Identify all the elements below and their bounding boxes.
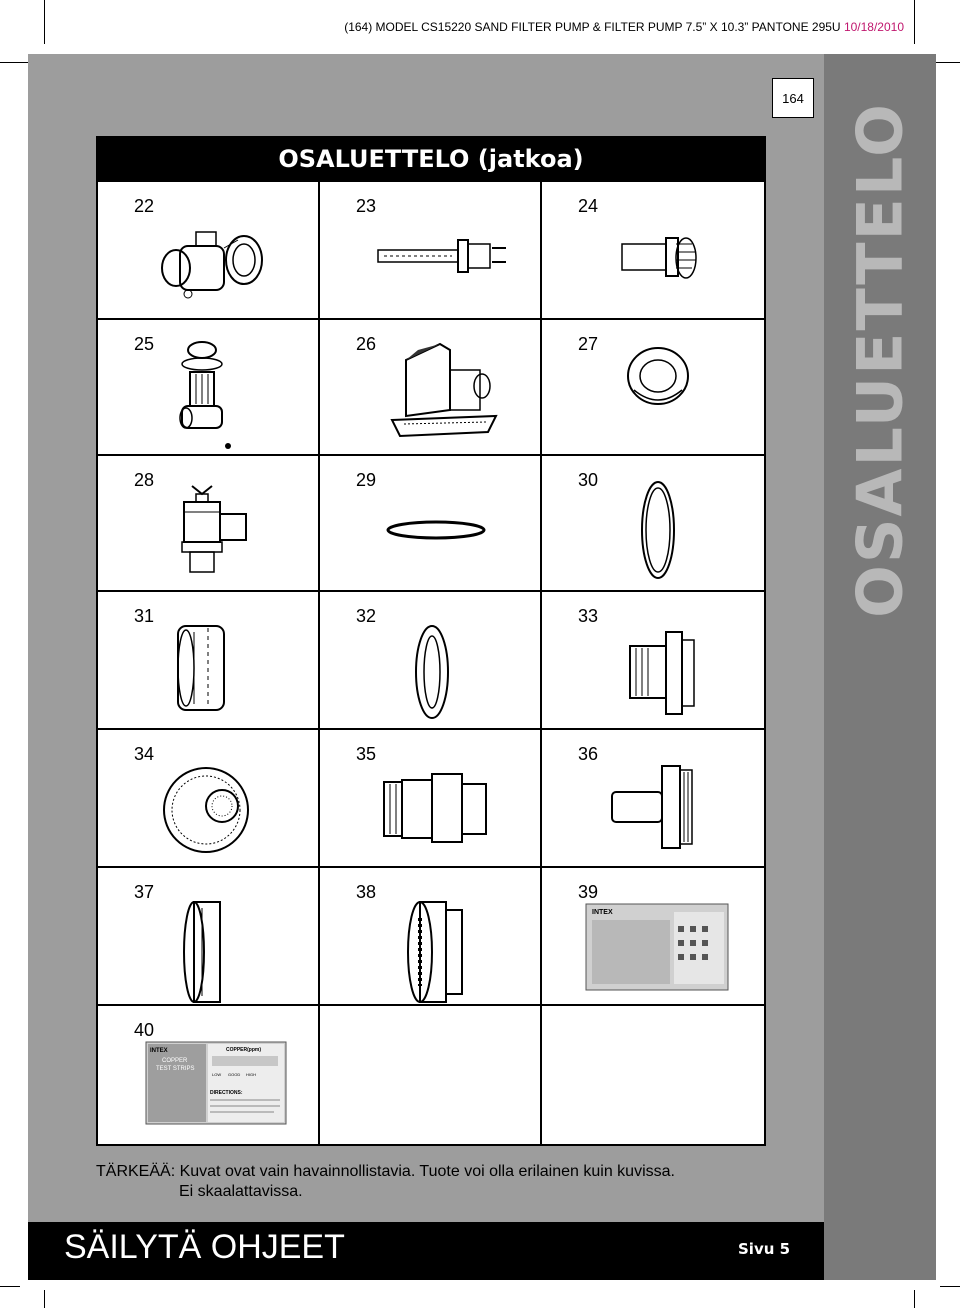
part-cell-22: [98, 182, 318, 318]
part-number: 30: [578, 470, 599, 490]
footer-title: SÄILYTÄ OHJEET: [64, 1228, 345, 1266]
part-illustration-strainer-connector: [320, 868, 540, 1004]
note-line-2: Ei skaalattavissa.: [179, 1183, 303, 1200]
side-title: OSALUETTELO: [843, 102, 917, 618]
part-number: 27: [578, 334, 599, 354]
part-number: 28: [134, 470, 155, 490]
part-number: 24: [578, 196, 599, 216]
part-number: 32: [356, 606, 377, 626]
part-number: 25: [134, 334, 155, 354]
strip-name: COPPER: [162, 1058, 188, 1064]
part-illustration-o-ring: [320, 456, 540, 590]
strip-brand: INTEX: [592, 909, 613, 916]
part-cell-34: [98, 730, 318, 866]
part-number: 38: [356, 882, 377, 902]
part-cell-36: [542, 730, 764, 866]
part-number: 29: [356, 470, 377, 490]
part-illustration-adapter: [542, 592, 764, 728]
part-cell-38: [320, 868, 540, 1004]
part-number: 35: [356, 744, 377, 764]
empty-cell: [320, 1006, 540, 1144]
crop-mark: [914, 0, 915, 44]
part-illustration-gasket: [320, 592, 540, 728]
part-number: 23: [356, 196, 377, 216]
part-illustration-valve-assembly: [98, 320, 318, 454]
part-illustration-sensor: [542, 182, 764, 318]
part-cell-27: [542, 320, 764, 454]
footer-page-number: Sivu 5: [738, 1240, 791, 1258]
note-line-1: TÄRKEÄÄ: Kuvat ovat vain havainnollistavia. Tuote voi olla erilainen kuin kuvissa.: [96, 1163, 675, 1180]
strip-scale-high: HIGH: [246, 1072, 256, 1077]
part-number: 40: [134, 1020, 155, 1040]
page-number: 164: [772, 78, 814, 118]
part-illustration-lock-nut: [98, 868, 318, 1004]
part-illustration-drain-valve: [98, 456, 318, 590]
part-illustration-threaded-nut: [98, 592, 318, 728]
print-header-text: (164) MODEL CS15220 SAND FILTER PUMP & FILTER PUMP 7.5” X 10.3” PANTONE 295U: [344, 20, 841, 34]
part-number: 39: [578, 882, 599, 902]
part-number: 33: [578, 606, 599, 626]
part-illustration-test-strip-card: [542, 868, 764, 1004]
strip-brand: INTEX: [150, 1048, 168, 1054]
part-cell-32: [320, 592, 540, 728]
part-number: 36: [578, 744, 599, 764]
strip-sub: TEST STRIPS: [156, 1066, 195, 1072]
part-illustration-connector: [320, 730, 540, 866]
part-number: 37: [134, 882, 155, 902]
strip-scale-title: COPPER(ppm): [226, 1047, 261, 1053]
part-cell-29: [320, 456, 540, 590]
part-illustration-copper-test-strips: [98, 1006, 318, 1144]
part-illustration-ring: [542, 320, 764, 454]
disclaimer-note: [96, 1162, 675, 1202]
part-illustration-valve-body: [98, 182, 318, 318]
part-illustration-hose-adapter: [542, 730, 764, 866]
part-cell-31: [98, 592, 318, 728]
part-cell-40: [98, 1006, 318, 1144]
strip-scale-good: GOOD: [228, 1072, 241, 1077]
empty-cell: [542, 1006, 764, 1144]
crop-mark: [44, 0, 45, 44]
part-number: 22: [134, 196, 155, 216]
part-cell-33: [542, 592, 764, 728]
grid-title: OSALUETTELO (jatkoa): [278, 145, 584, 173]
part-number: 34: [134, 744, 155, 764]
part-cell-35: [320, 730, 540, 866]
crop-mark: [940, 1286, 960, 1287]
part-cell-23: [320, 182, 540, 318]
strip-scale-low: LOW: [212, 1072, 222, 1077]
part-number: 26: [356, 334, 377, 354]
crop-mark: [914, 1290, 915, 1308]
part-cell-30: [542, 456, 764, 590]
print-header: [344, 20, 904, 34]
part-cell-28: [98, 456, 318, 590]
part-illustration-heater-element: [320, 182, 540, 318]
part-cell-39: [542, 868, 764, 1004]
part-cell-37: [98, 868, 318, 1004]
part-number: 31: [134, 606, 155, 626]
part-illustration-seal-ring: [542, 456, 764, 590]
strip-directions: DIRECTIONS:: [210, 1090, 243, 1096]
print-header-date: 10/18/2010: [843, 20, 904, 34]
parts-grid: [96, 136, 766, 1146]
part-illustration-strainer-grid: [98, 730, 318, 866]
part-cell-25: [98, 320, 318, 454]
part-cell-24: [542, 182, 764, 318]
part-illustration-pump-motor: [320, 320, 540, 454]
crop-mark: [44, 1290, 45, 1308]
part-cell-26: [320, 320, 540, 454]
crop-mark: [0, 1286, 20, 1287]
